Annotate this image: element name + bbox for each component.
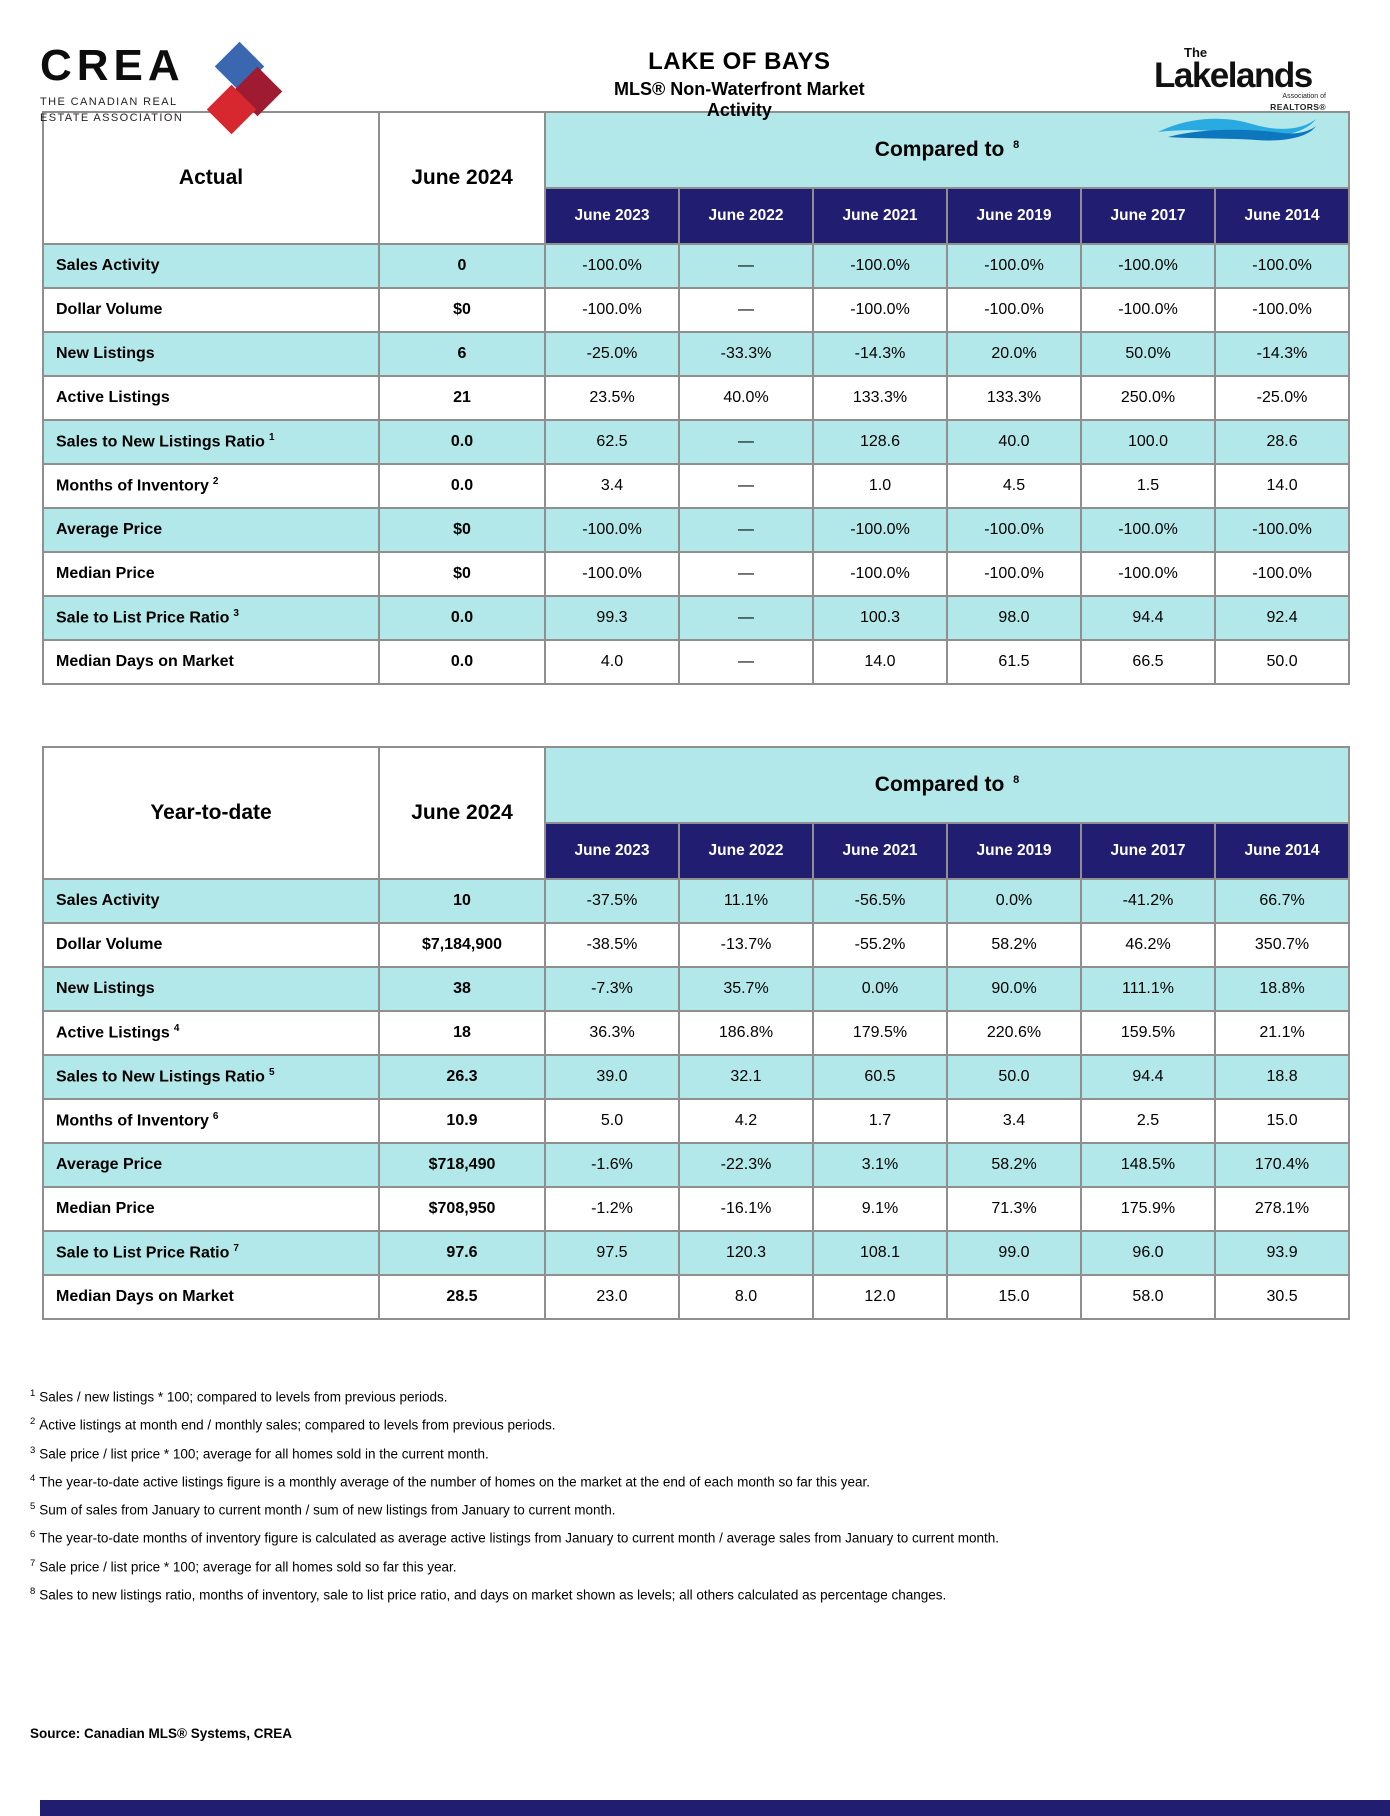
comparison-value-cell: 15.0 (1215, 1099, 1349, 1143)
comparison-value-cell: 12.0 (813, 1275, 947, 1319)
year-to-date-column-header: June 2021 (813, 823, 947, 879)
current-value-cell: 21 (379, 376, 545, 420)
comparison-value-cell: 66.5 (1081, 640, 1215, 684)
report-title-line2: MLS® Non-Waterfront Market (614, 79, 865, 99)
comparison-value-cell: 32.1 (679, 1055, 813, 1099)
table-row (43, 1099, 1349, 1143)
comparison-value-cell: 50.0 (947, 1055, 1081, 1099)
comparison-value-cell: 14.0 (1215, 464, 1349, 508)
comparison-value-cell: 111.1% (1081, 967, 1215, 1011)
table-row (43, 244, 1349, 288)
lakelands-tagline: Association of REALTORS® (1270, 93, 1326, 112)
current-value-cell: $718,490 (379, 1143, 545, 1187)
footnote (30, 1439, 1390, 1467)
current-value-cell: 0.0 (379, 596, 545, 640)
actual-corner-header: Actual (43, 112, 379, 244)
comparison-value-cell: -100.0% (813, 288, 947, 332)
table-row (43, 1187, 1349, 1231)
comparison-value-cell: 58.0 (1081, 1275, 1215, 1319)
row-label-cell: New Listings (43, 967, 379, 1011)
row-footnote-marker: 2 (212, 476, 219, 488)
comparison-value-cell: 58.2% (947, 923, 1081, 967)
footnote-marker: 1 (30, 1388, 36, 1399)
comparison-value-cell: 60.5 (813, 1055, 947, 1099)
footnote (30, 1467, 1390, 1495)
row-label-cell: New Listings (43, 332, 379, 376)
table-row (43, 923, 1349, 967)
row-label-cell: Months of Inventory $^6$ (43, 1099, 379, 1143)
row-footnote-marker: 4 (173, 1023, 180, 1035)
comparison-value-cell: 71.3% (947, 1187, 1081, 1231)
comparison-value-cell: 23.5% (545, 376, 679, 420)
actual-current-month-header: June 2024 (379, 112, 545, 244)
comparison-value-cell: 98.0 (947, 596, 1081, 640)
year-to-date-column-header: June 2019 (947, 823, 1081, 879)
comparison-value-cell: 186.8% (679, 1011, 813, 1055)
comparison-value-cell: -25.0% (1215, 376, 1349, 420)
row-label-cell: Sales Activity (43, 244, 379, 288)
comparison-value-cell: 11.1% (679, 879, 813, 923)
actual-column-header: June 2021 (813, 188, 947, 244)
table-row (43, 420, 1349, 464)
comparison-value-cell: -38.5% (545, 923, 679, 967)
current-value-cell: $7,184,900 (379, 923, 545, 967)
crea-logo (40, 41, 285, 138)
actual-column-header: June 2014 (1215, 188, 1349, 244)
row-label-cell: Average Price (43, 508, 379, 552)
comparison-value-cell: 250.0% (1081, 376, 1215, 420)
current-value-cell: 10 (379, 879, 545, 923)
footnote (30, 1410, 1390, 1438)
comparison-value-cell: 100.3 (813, 596, 947, 640)
comparison-value-cell: -100.0% (545, 288, 679, 332)
footnote-text: The year-to-date active listings figure is a monthly average of the number of homes on the market at the end of each month so far this year. (39, 1474, 870, 1490)
source-line: Source: Canadian MLS® Systems, CREA (30, 1726, 293, 1742)
table-row (43, 879, 1349, 923)
footnote-text: Sales to new listings ratio, months of inventory, sale to list price ratio, and days on market shown as levels; all others calculated as percentage changes. (39, 1587, 947, 1603)
comparison-value-cell: 28.6 (1215, 420, 1349, 464)
row-footnote-marker: 5 (268, 1067, 275, 1079)
actual-column-header: June 2019 (947, 188, 1081, 244)
comparison-value-cell: 94.4 (1081, 596, 1215, 640)
comparison-value-cell: 3.4 (545, 464, 679, 508)
comparison-value-cell: -100.0% (1215, 288, 1349, 332)
year-to-date-compared-to-header: Compared to $^8$ (545, 747, 1349, 823)
comparison-value-cell: 0.0% (813, 967, 947, 1011)
actual-column-header: June 2023 (545, 188, 679, 244)
year-to-date-table (42, 746, 1350, 1320)
comparison-value-cell: -22.3% (679, 1143, 813, 1187)
comparison-value-cell: 1.7 (813, 1099, 947, 1143)
table-row (43, 464, 1349, 508)
actual-table-section (42, 111, 1348, 685)
table-row (43, 376, 1349, 420)
table-row (43, 1011, 1349, 1055)
footnote-text: Sale price / list price * 100; average for all homes sold so far this year. (39, 1559, 457, 1575)
table-row (43, 1231, 1349, 1275)
comparison-value-cell: 14.0 (813, 640, 947, 684)
comparison-value-cell: 108.1 (813, 1231, 947, 1275)
comparison-value-cell: 4.0 (545, 640, 679, 684)
footnote (30, 1382, 1390, 1410)
comparison-value-cell: 18.8% (1215, 967, 1349, 1011)
comparison-value-cell: -100.0% (545, 244, 679, 288)
comparison-value-cell: 1.5 (1081, 464, 1215, 508)
crea-diamond-icon (201, 46, 285, 138)
comparison-value-cell: 4.2 (679, 1099, 813, 1143)
current-value-cell: $0 (379, 508, 545, 552)
footnote-text: Sum of sales from January to current month / sum of new listings from January to current month. (39, 1502, 616, 1518)
current-value-cell: 0.0 (379, 640, 545, 684)
comparison-value-cell: -100.0% (813, 552, 947, 596)
comparison-value-cell: -100.0% (1215, 244, 1349, 288)
year-to-date-column-header: June 2023 (545, 823, 679, 879)
crea-logo-text (40, 41, 185, 126)
comparison-value-cell: — (679, 596, 813, 640)
row-label-cell: Active Listings (43, 376, 379, 420)
comparison-value-cell: -25.0% (545, 332, 679, 376)
row-label-cell: Sales to New Listings Ratio $^5$ (43, 1055, 379, 1099)
comparison-value-cell: -100.0% (545, 552, 679, 596)
row-label-cell: Average Price (43, 1143, 379, 1187)
comparison-value-cell: 94.4 (1081, 1055, 1215, 1099)
current-value-cell: 10.9 (379, 1099, 545, 1143)
comparison-value-cell: -100.0% (947, 508, 1081, 552)
comparison-value-cell: 100.0 (1081, 420, 1215, 464)
table-row (43, 288, 1349, 332)
row-footnote-marker: 6 (212, 1111, 219, 1123)
comparison-value-cell: 40.0 (947, 420, 1081, 464)
comparison-value-cell: -33.3% (679, 332, 813, 376)
comparison-value-cell: 20.0% (947, 332, 1081, 376)
comparison-value-cell: 46.2% (1081, 923, 1215, 967)
bottom-bar (40, 1800, 1390, 1816)
row-footnote-marker: 1 (268, 432, 275, 444)
lakelands-logo (1154, 46, 1330, 142)
comparison-value-cell: -100.0% (947, 288, 1081, 332)
comparison-value-cell: -41.2% (1081, 879, 1215, 923)
comparison-value-cell: -7.3% (545, 967, 679, 1011)
comparison-value-cell: 99.3 (545, 596, 679, 640)
comparison-value-cell: 133.3% (947, 376, 1081, 420)
comparison-value-cell: 0.0% (947, 879, 1081, 923)
row-label-cell: Sale to List Price Ratio $^7$ (43, 1231, 379, 1275)
comparison-value-cell: 5.0 (545, 1099, 679, 1143)
comparison-value-cell: 99.0 (947, 1231, 1081, 1275)
comparison-value-cell: -100.0% (813, 244, 947, 288)
footnote (30, 1495, 1390, 1523)
row-label-cell: Dollar Volume (43, 288, 379, 332)
comparison-value-cell: -100.0% (1081, 552, 1215, 596)
comparison-value-cell: 220.6% (947, 1011, 1081, 1055)
comparison-value-cell: 30.5 (1215, 1275, 1349, 1319)
lakelands-the: The (1184, 45, 1208, 60)
compared-to-footnote-marker: 8 (1013, 139, 1020, 151)
comparison-value-cell: 278.1% (1215, 1187, 1349, 1231)
comparison-value-cell: -37.5% (545, 879, 679, 923)
table-row (43, 508, 1349, 552)
footnote-marker: 7 (30, 1557, 36, 1569)
compared-to-footnote-marker: 8 (1013, 774, 1020, 786)
current-value-cell: 18 (379, 1011, 545, 1055)
comparison-value-cell: -1.2% (545, 1187, 679, 1231)
comparison-value-cell: 36.3% (545, 1011, 679, 1055)
row-label-cell: Sale to List Price Ratio $^3$ (43, 596, 379, 640)
table-row (43, 552, 1349, 596)
crea-tagline: THE CANADIAN REAL ESTATE ASSOCIATION (40, 95, 184, 124)
row-label-cell: Months of Inventory $^2$ (43, 464, 379, 508)
comparison-value-cell: -100.0% (1081, 288, 1215, 332)
report-title (614, 46, 865, 121)
footnote-marker: 6 (30, 1529, 36, 1541)
comparison-value-cell: 170.4% (1215, 1143, 1349, 1187)
comparison-value-cell: 148.5% (1081, 1143, 1215, 1187)
comparison-value-cell: 23.0 (545, 1275, 679, 1319)
year-to-date-corner-header: Year-to-date (43, 747, 379, 879)
table-row (43, 596, 1349, 640)
comparison-value-cell: 61.5 (947, 640, 1081, 684)
footnotes (30, 1382, 1390, 1608)
report-title-line3: Activity (706, 100, 772, 120)
comparison-value-cell: 97.5 (545, 1231, 679, 1275)
comparison-value-cell: -14.3% (813, 332, 947, 376)
table-row (43, 1055, 1349, 1099)
row-label-cell: Active Listings $^4$ (43, 1011, 379, 1055)
comparison-value-cell: 40.0% (679, 376, 813, 420)
current-value-cell: 6 (379, 332, 545, 376)
current-value-cell: 0 (379, 244, 545, 288)
comparison-value-cell: 179.5% (813, 1011, 947, 1055)
comparison-value-cell: — (679, 288, 813, 332)
row-label-cell: Median Days on Market (43, 1275, 379, 1319)
lakelands-wave-icon (1156, 112, 1318, 142)
year-to-date-column-header: June 2017 (1081, 823, 1215, 879)
year-to-date-table-section (42, 746, 1348, 1320)
comparison-value-cell: 93.9 (1215, 1231, 1349, 1275)
row-label-cell: Median Days on Market (43, 640, 379, 684)
comparison-value-cell: 18.8 (1215, 1055, 1349, 1099)
current-value-cell: 0.0 (379, 464, 545, 508)
actual-table (42, 111, 1350, 685)
current-value-cell: 97.6 (379, 1231, 545, 1275)
current-value-cell: $0 (379, 552, 545, 596)
row-label-cell: Median Price (43, 1187, 379, 1231)
comparison-value-cell: 9.1% (813, 1187, 947, 1231)
comparison-value-cell: -100.0% (813, 508, 947, 552)
comparison-value-cell: -100.0% (947, 244, 1081, 288)
comparison-value-cell: -55.2% (813, 923, 947, 967)
actual-compared-to-header: Compared to $^8$ (545, 112, 1349, 188)
masthead (0, 0, 1390, 124)
year-to-date-current-month-header: June 2024 (379, 747, 545, 879)
comparison-value-cell: -100.0% (545, 508, 679, 552)
comparison-value-cell: 50.0% (1081, 332, 1215, 376)
comparison-value-cell: 39.0 (545, 1055, 679, 1099)
footnote-marker: 3 (30, 1444, 36, 1456)
comparison-value-cell: 133.3% (813, 376, 947, 420)
comparison-value-cell: 350.7% (1215, 923, 1349, 967)
year-to-date-column-header: June 2022 (679, 823, 813, 879)
comparison-value-cell: 3.1% (813, 1143, 947, 1187)
comparison-value-cell: -14.3% (1215, 332, 1349, 376)
lakelands-wordmark: Lakelands (1154, 56, 1312, 95)
current-value-cell: 26.3 (379, 1055, 545, 1099)
comparison-value-cell: — (679, 244, 813, 288)
comparison-value-cell: 3.4 (947, 1099, 1081, 1143)
footnote (30, 1523, 1390, 1551)
comparison-value-cell: -100.0% (1081, 244, 1215, 288)
footnote-text: Sale price / list price * 100; average for all homes sold in the current month. (39, 1446, 489, 1462)
comparison-value-cell: 90.0% (947, 967, 1081, 1011)
comparison-value-cell: 8.0 (679, 1275, 813, 1319)
comparison-value-cell: — (679, 640, 813, 684)
comparison-value-cell: 159.5% (1081, 1011, 1215, 1055)
footnote-marker: 4 (30, 1472, 36, 1484)
comparison-value-cell: 92.4 (1215, 596, 1349, 640)
table-row (43, 332, 1349, 376)
footnote-text: Sales / new listings * 100; compared to levels from previous periods. (39, 1389, 448, 1405)
comparison-value-cell: 128.6 (813, 420, 947, 464)
comparison-value-cell: -1.6% (545, 1143, 679, 1187)
comparison-value-cell: 66.7% (1215, 879, 1349, 923)
comparison-value-cell: -56.5% (813, 879, 947, 923)
row-footnote-marker: 3 (233, 608, 239, 620)
comparison-value-cell: -100.0% (1215, 508, 1349, 552)
comparison-value-cell: 35.7% (679, 967, 813, 1011)
actual-column-header: June 2022 (679, 188, 813, 244)
comparison-value-cell: 120.3 (679, 1231, 813, 1275)
table-row (43, 1143, 1349, 1187)
current-value-cell: 28.5 (379, 1275, 545, 1319)
year-to-date-column-header: June 2014 (1215, 823, 1349, 879)
footnote (30, 1552, 1390, 1580)
current-value-cell: $708,950 (379, 1187, 545, 1231)
footnote-marker: 8 (30, 1586, 36, 1598)
footnote (30, 1580, 1390, 1608)
comparison-value-cell: -13.7% (679, 923, 813, 967)
table-row (43, 967, 1349, 1011)
footnote-text: Active listings at month end / monthly sales; compared to levels from previous periods. (39, 1417, 556, 1433)
row-footnote-marker: 7 (233, 1243, 239, 1255)
comparison-value-cell: -100.0% (1215, 552, 1349, 596)
comparison-value-cell: 2.5 (1081, 1099, 1215, 1143)
comparison-value-cell: 21.1% (1215, 1011, 1349, 1055)
comparison-value-cell: — (679, 508, 813, 552)
current-value-cell: 38 (379, 967, 545, 1011)
footnote-marker: 5 (30, 1501, 36, 1513)
comparison-value-cell: — (679, 464, 813, 508)
comparison-value-cell: -100.0% (1081, 508, 1215, 552)
comparison-value-cell: — (679, 552, 813, 596)
current-value-cell: 0.0 (379, 420, 545, 464)
comparison-value-cell: 4.5 (947, 464, 1081, 508)
table-row (43, 640, 1349, 684)
actual-column-header: June 2017 (1081, 188, 1215, 244)
comparison-value-cell: 1.0 (813, 464, 947, 508)
footnote-text: The year-to-date months of inventory figure is calculated as average active listings from January to current month / average sales from January to current month. (39, 1530, 1000, 1546)
comparison-value-cell: 96.0 (1081, 1231, 1215, 1275)
table-row (43, 1275, 1349, 1319)
comparison-value-cell: -16.1% (679, 1187, 813, 1231)
row-label-cell: Median Price (43, 552, 379, 596)
row-label-cell: Sales to New Listings Ratio $^1$ (43, 420, 379, 464)
row-label-cell: Sales Activity (43, 879, 379, 923)
comparison-value-cell: 50.0 (1215, 640, 1349, 684)
row-label-cell: Dollar Volume (43, 923, 379, 967)
comparison-value-cell: 15.0 (947, 1275, 1081, 1319)
current-value-cell: $0 (379, 288, 545, 332)
comparison-value-cell: 58.2% (947, 1143, 1081, 1187)
comparison-value-cell: -100.0% (947, 552, 1081, 596)
comparison-value-cell: — (679, 420, 813, 464)
footnote-marker: 2 (30, 1416, 36, 1428)
crea-wordmark: CREA (40, 41, 185, 90)
comparison-value-cell: 175.9% (1081, 1187, 1215, 1231)
report-title-line1: LAKE OF BAYS (648, 48, 831, 75)
comparison-value-cell: 62.5 (545, 420, 679, 464)
